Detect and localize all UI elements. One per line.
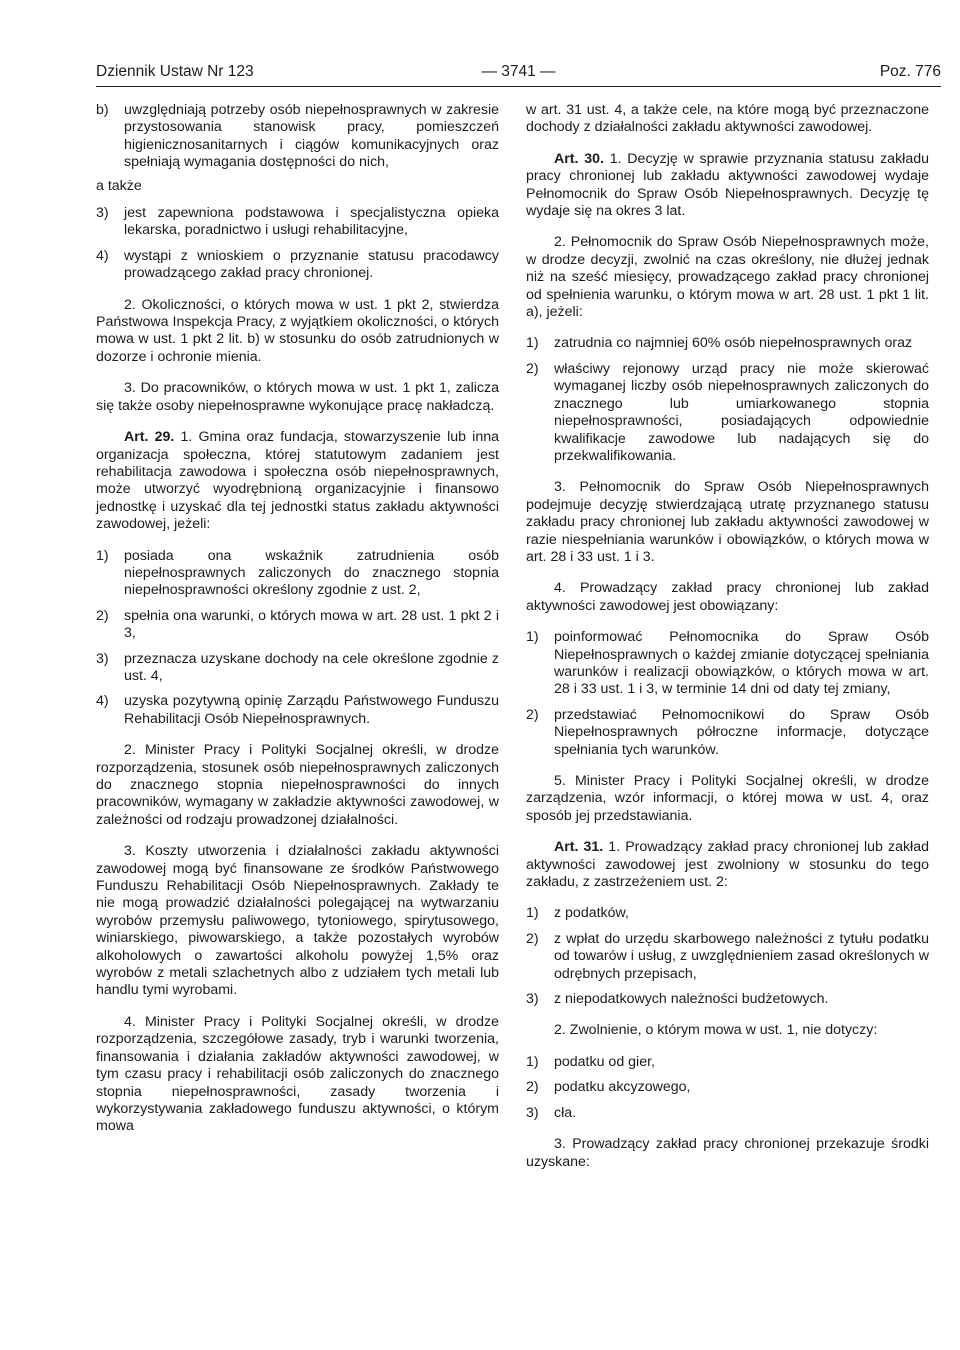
list-number: 2)	[526, 360, 539, 377]
article-31-list-2	[526, 1054, 929, 1122]
list-text: posiada ona wskaźnik zatrudnienia osób niepełnosprawnych zaliczonych do znacznego stopnia niepełnosprawności określony zgodnie z ust. 2,	[124, 547, 499, 599]
list-number: 1)	[96, 547, 109, 564]
list-text: podatku od gier,	[554, 1053, 655, 1070]
list-number: 2)	[526, 1079, 539, 1096]
list-item	[526, 335, 929, 352]
paragraph: 2. Okoliczności, o których mowa w ust. 1 pkt 2, stwierdza Państwowa Inspekcja Pracy, z wyjątkiem okoliczności, o których mowa w ust. 1 pkt 2 lit. b) w stosunku do osób zatrudnionych w dozorze i ochronie mienia.	[96, 296, 499, 365]
list-item	[96, 608, 499, 643]
paragraph: 4. Prowadzący zakład pracy chronionej lub zakład aktywności zawodowej jest obowiązany:	[526, 580, 929, 614]
list-text: właściwy rejonowy urząd pracy nie może skierować wymaganej liczby osób niepełnosprawnych zaliczonych do znacznego lub umiarkowanego stopnia niepełnosprawności, posiadających odpowiednie kwalifikacje zawodowe lub nadających się do przekwalifikowania.	[554, 360, 929, 464]
list-text: spełnia ona warunki, o których mowa w art. 28 ust. 1 pkt 2 i 3,	[124, 607, 499, 642]
paragraph: 3. Do pracowników, o których mowa w ust. 1 pkt 1, zalicza się także osoby niepełnosprawne wykonujące pracę nakładczą.	[96, 380, 499, 414]
right-column	[526, 102, 929, 1185]
article-31-paragraph: Art. 31. 1. Prowadzący zakład pracy chronionej lub zakład aktywności zawodowej jest zwolniony w stosunku do tego zakładu, z zastrzeżeniem ust. 2:	[526, 839, 929, 891]
list-item	[526, 707, 929, 759]
article-31-list-1	[526, 905, 929, 1008]
list-number: 3)	[96, 650, 109, 667]
list-text: zatrudnia co najmniej 60% osób niepełnosprawnych oraz	[554, 335, 913, 352]
article-30-list-2	[526, 629, 929, 759]
position-number: Poz. 776	[879, 63, 941, 80]
list-item	[526, 361, 929, 465]
page-header	[96, 62, 941, 87]
list-number: 1)	[526, 629, 539, 646]
list-item	[96, 651, 499, 686]
list-item	[526, 1054, 929, 1071]
paragraph: w art. 31 ust. 4, a także cele, na które mogą być przeznaczone dochody z działalności zakładu aktywności zawodowej.	[526, 102, 929, 136]
paragraph: 2. Pełnomocnik do Spraw Osób Niepełnosprawnych może, w drodze decyzji, zwolnić na czas określony, nie dłużej jednak niż na sześć miesięcy, prowadzącego zakład pracy chronionej od spełnienia warunku, o którym mowa w art. 28 ust. 1 pkt 1 lit. a), jeżeli:	[526, 234, 929, 321]
list-item	[526, 991, 929, 1008]
list-item	[526, 905, 929, 922]
list-text: przeznacza uzyskane dochody na cele określone zgodnie z ust. 4,	[124, 650, 499, 684]
list-number: 4)	[96, 693, 109, 710]
list-item	[526, 931, 929, 983]
paragraph: 3. Pełnomocnik do Spraw Osób Niepełnosprawnych podejmuje decyzję stwierdzającą utratę przyznanego statusu zakładu pracy chronionej lub zakładu aktywności zawodowej w razie niespełniania warunków i obowiązków, o których mowa w art. 28 i 33 ust. 1 i 3.	[526, 479, 929, 565]
list-item: 3) jest zapewniona podstawowa i specjalistyczna opieka lekarska, poradnictwo i usługi rehabilitacyjne,	[96, 205, 499, 239]
list-item: b) uwzględniają potrzeby osób niepełnosprawnych w zakresie przystosowania stanowisk pracy, pomieszczeń higienicznosanitarnych i ciągów komunikacyjnych oraz spełniają wymagania dostępności do nich,	[96, 102, 499, 171]
list-number: 1)	[526, 905, 539, 922]
list-text: podatku akcyzowego,	[554, 1079, 691, 1096]
list-text: cła.	[554, 1104, 577, 1121]
list-text: przedstawiać Pełnomocnikowi do Spraw Osób Niepełnosprawnych półroczne informacje, dotyczące spełniania tych warunków.	[554, 706, 929, 758]
left-column	[96, 102, 499, 1150]
article-30-list-1	[526, 335, 929, 465]
journal-title: Dziennik Ustaw Nr 123	[96, 63, 254, 80]
list-item	[526, 629, 929, 699]
article-label: Art. 31.	[554, 839, 604, 856]
list-number: 2)	[96, 607, 109, 624]
paragraph: 3. Prowadzący zakład pracy chronionej przekazuje środki uzyskane:	[526, 1136, 929, 1170]
list-continuation	[96, 102, 499, 172]
list-number: 1)	[526, 335, 539, 352]
paragraph: 4. Minister Pracy i Polityki Socjalnej określi, w drodze rozporządzenia, szczegółowe zasady, tryb i warunki tworzenia, finansowania i działania zakładów aktywności zawodowej, w tym czasu pracy i rehabilitacji osób zaliczonych do znacznego stopnia niepełnosprawności, zasady tworzenia i wykorzystywania zakładowego funduszu aktywności, o którym mowa	[96, 1013, 499, 1135]
list-number: 2)	[526, 930, 539, 947]
list-number: 2)	[526, 706, 539, 723]
list-number: 3)	[526, 1104, 539, 1121]
paragraph: 2. Zwolnienie, o którym mowa w ust. 1, nie dotyczy:	[554, 1022, 878, 1039]
article-29-list	[96, 548, 499, 729]
list-item	[96, 548, 499, 600]
list-item	[526, 1105, 929, 1122]
list-points	[96, 205, 499, 283]
list-number: 1)	[526, 1053, 539, 1070]
article-label: Art. 30.	[554, 150, 604, 167]
article-label: Art. 29.	[124, 429, 175, 446]
paragraph: 2. Minister Pracy i Polityki Socjalnej określi, w drodze rozporządzenia, stosunek osób niepełnosprawnych zaliczonych do znacznego stopnia niepełnosprawności do innych pracowników, wymagany w zakładzie aktywności zawodowej, w zależności od rodzaju prowadzonej działalności.	[96, 742, 499, 828]
list-item	[526, 1079, 929, 1096]
list-text: z podatków,	[554, 905, 629, 922]
paragraph: 5. Minister Pracy i Polityki Socjalnej określi, w drodze zarządzenia, wzór informacji, o której mowa w ust. 4, oraz sposób jej przedstawiania.	[526, 773, 929, 824]
list-text: z wpłat do urzędu skarbowego należności z tytułu podatku od towarów i usług, z uwzględnieniem zasad określonych w odrębnych przepisach,	[554, 930, 929, 982]
text-a-takze: a także	[96, 177, 142, 194]
article-30-paragraph: Art. 30. 1. Decyzję w sprawie przyznania statusu zakładu pracy chronionej lub zakładu aktywności zawodowej wydaje Pełnomocnik do Spraw Osób Niepełnosprawnych. Decyzję tę wydaje się na okres 3 lat.	[526, 150, 929, 220]
list-text: poinformować Pełnomocnika do Spraw Osób Niepełnosprawnych o każdej zmianie dotyczącej spełniania warunków i realizacji obowiązków, o których mowa w art. 28 i 33 ust. 1 i 3, w terminie 14 dni od daty tej zmiany,	[554, 629, 929, 698]
paragraph: 3. Koszty utworzenia i działalności zakładu aktywności zawodowej mogą być finansowane ze środków Państwowego Funduszu Rehabilitacji Osób Niepełnosprawnych. Zakłady te nie mogą prowadzić działalności polegającej na wytwarzaniu wyrobów przemysłu paliwowego, tytoniowego, spirytusowego, winiarskiego, piwowarskiego, a także pozostałych wyrobów alkoholowych o zawartości alkoholu powyżej 1,5% oraz wyrobów z metali szlachetnych albo z udziałem tych metali lub handlu tymi wyrobami.	[96, 843, 499, 999]
list-text: z niepodatkowych należności budżetowych.	[554, 991, 829, 1008]
list-item	[96, 693, 499, 728]
list-number: 3)	[526, 991, 539, 1008]
list-text: uzyska pozytywną opinię Zarządu Państwowego Funduszu Rehabilitacji Osób Niepełnosprawnych.	[124, 693, 499, 727]
article-29-paragraph: Art. 29. 1. Gmina oraz fundacja, stowarzyszenie lub inna organizacja społeczna, której statutowym zadaniem jest rehabilitacja zawodowa i społeczna osób niepełnosprawnych, może utworzyć wyodrębnioną organizacyjnie i finansowo jednostkę i uzyskać dla tej jednostki status zakładu aktywności zawodowej, jeżeli:	[96, 429, 499, 533]
page-number: — 3741 —	[481, 63, 556, 80]
list-item: 4) wystąpi z wnioskiem o przyznanie statusu pracodawcy prowadzącego zakład pracy chronionej.	[96, 247, 499, 282]
